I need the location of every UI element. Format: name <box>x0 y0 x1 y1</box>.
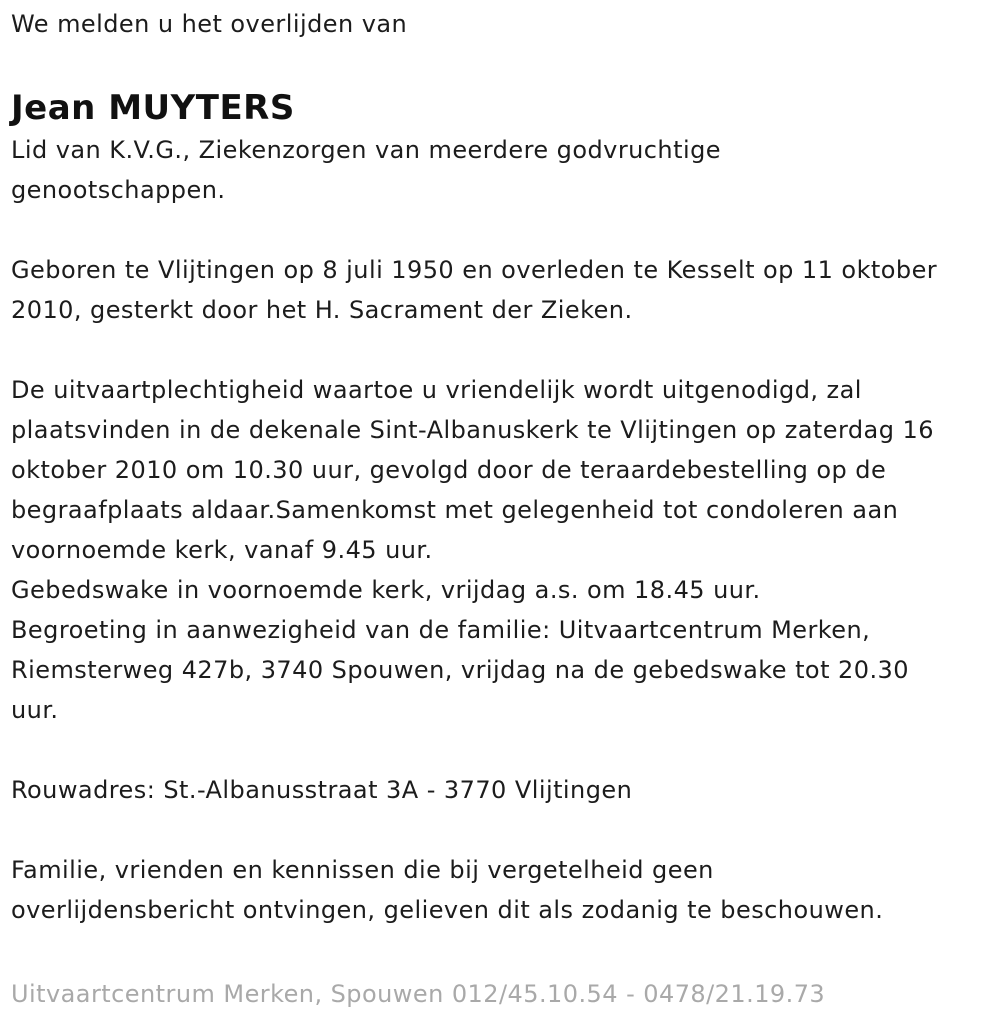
closing-line: Familie, vrienden en kennissen die bij vergetelheid geen <box>11 856 714 884</box>
spacer <box>11 730 988 770</box>
membership-line: genootschappen. <box>11 176 226 204</box>
birth-death-paragraph <box>11 250 988 330</box>
funeral-home-footer: Uitvaartcentrum Merken, Spouwen 012/45.10.54 - 0478/21.19.73 <box>11 980 826 1008</box>
deceased-name: Jean MUYTERS <box>11 88 295 128</box>
ceremony-paragraph <box>11 370 988 730</box>
closing-line: overlijdensbericht ontvingen, gelieven dit als zodanig te beschouwen. <box>11 896 884 924</box>
spacer <box>11 330 988 370</box>
greeting-line: Riemsterweg 427b, 3740 Spouwen, vrijdag na de gebedswake tot 20.30 <box>11 656 909 684</box>
ceremony-line: begraafplaats aldaar.Samenkomst met gelegenheid tot condoleren aan <box>11 496 899 524</box>
closing-paragraph <box>11 850 988 930</box>
mourning-address: Rouwadres: St.-Albanusstraat 3A - 3770 Vlijtingen <box>11 776 633 804</box>
greeting-line: Begroeting in aanwezigheid van de familie: Uitvaartcentrum Merken, <box>11 616 871 644</box>
ceremony-line: voornoemde kerk, vanaf 9.45 uur. <box>11 536 433 564</box>
spacer <box>11 210 988 250</box>
membership-line: Lid van K.V.G., Ziekenzorgen van meerdere godvruchtige <box>11 136 721 164</box>
ceremony-line: De uitvaartplechtigheid waartoe u vriendelijk wordt uitgenodigd, zal <box>11 376 862 404</box>
vigil-line: Gebedswake in voornoemde kerk, vrijdag a.s. om 18.45 uur. <box>11 576 761 604</box>
membership-paragraph <box>11 130 988 210</box>
spacer <box>11 810 988 850</box>
birth-death-line: Geboren te Vlijtingen op 8 juli 1950 en overleden te Kesselt op 11 oktober <box>11 256 938 284</box>
ceremony-line: plaatsvinden in de dekenale Sint-Albanuskerk te Vlijtingen op zaterdag 16 <box>11 416 934 444</box>
birth-death-line: 2010, gesterkt door het H. Sacrament der Zieken. <box>11 296 633 324</box>
ceremony-line: oktober 2010 om 10.30 uur, gevolgd door de teraardebestelling op de <box>11 456 887 484</box>
intro-line: We melden u het overlijden van <box>11 10 408 38</box>
greeting-line: uur. <box>11 696 59 724</box>
